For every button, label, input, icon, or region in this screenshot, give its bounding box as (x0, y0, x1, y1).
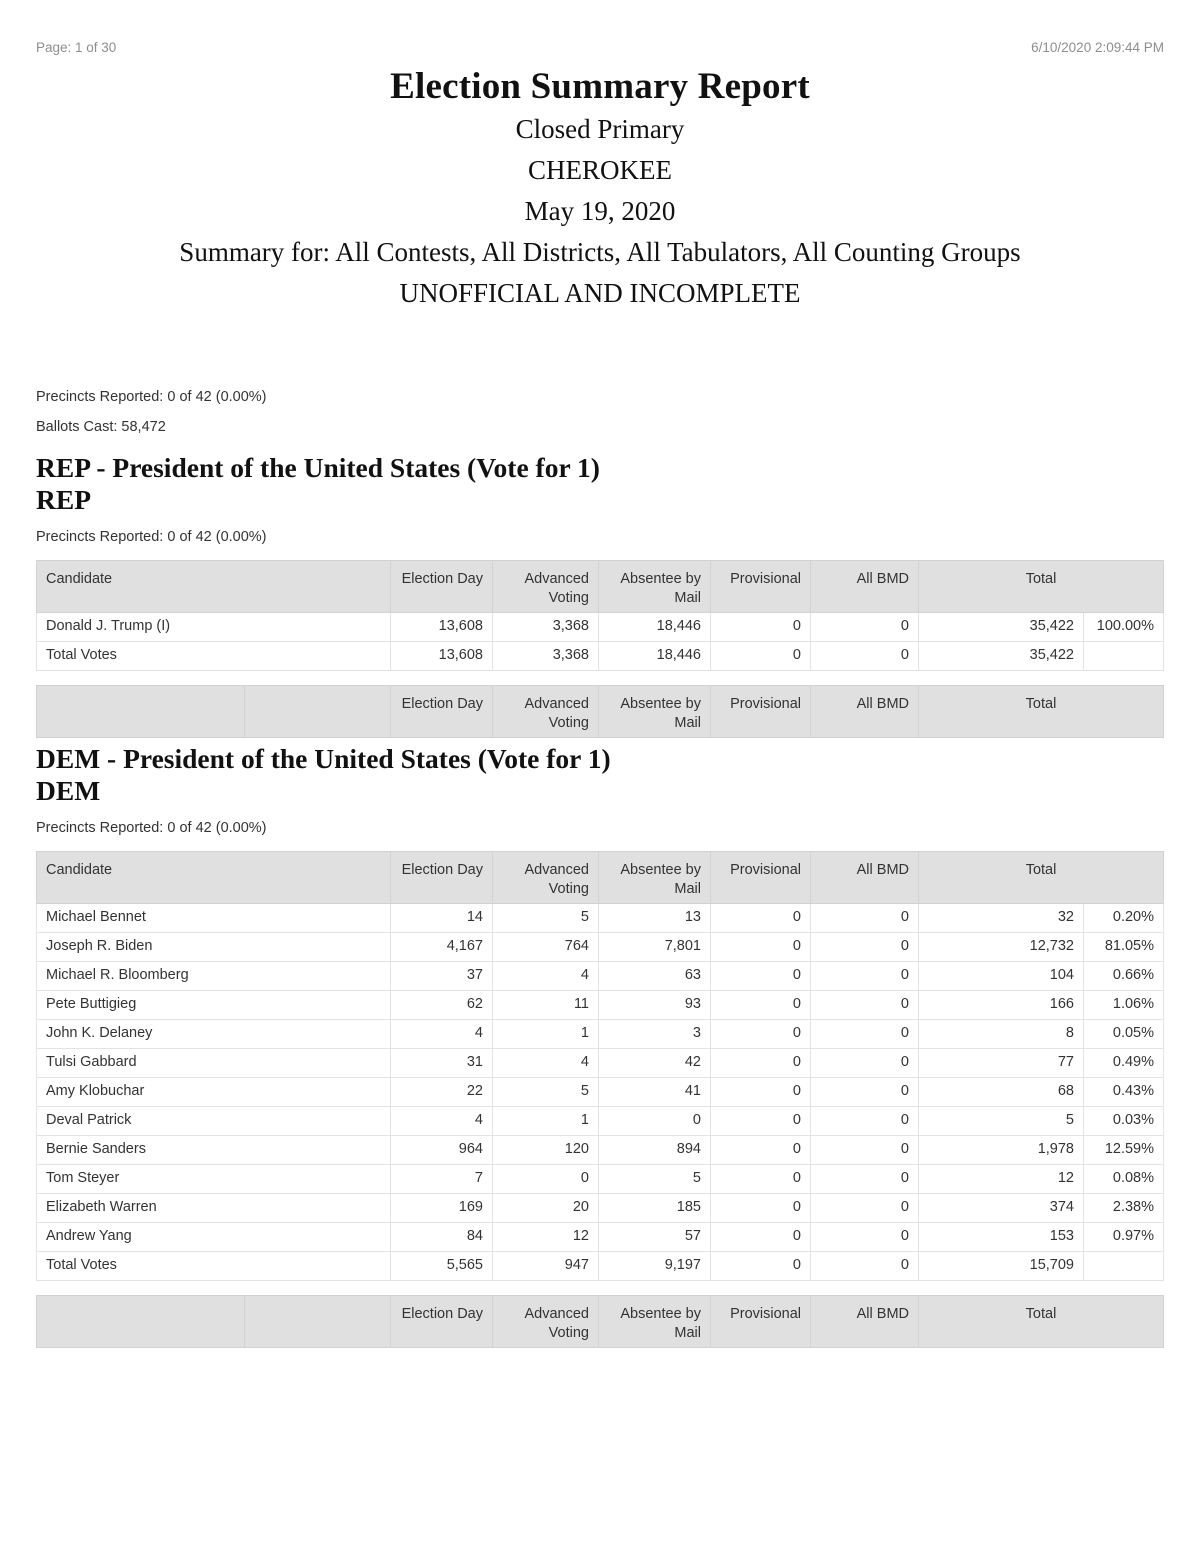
cell-all-bmd: 0 (811, 961, 919, 990)
cell-absentee-by-mail: 0 (599, 1106, 711, 1135)
contest-precincts-reported: Precincts Reported: 0 of 42 (0.00%) (36, 528, 267, 545)
cell-total-percent (1084, 641, 1164, 670)
cell-provisional: 0 (711, 1135, 811, 1164)
cell-total-total: 15,709 (919, 1251, 1084, 1280)
column-header-total: Total (919, 851, 1164, 903)
cell-candidate: Michael Bennet (37, 903, 391, 932)
cell-percent: 1.06% (1084, 990, 1164, 1019)
cell-absentee-by-mail: 42 (599, 1048, 711, 1077)
cell-advanced-voting: 0 (493, 1164, 599, 1193)
cell-advanced-voting: 3,368 (493, 612, 599, 641)
cell-absentee-by-mail: 41 (599, 1077, 711, 1106)
column-header-all-bmd: All BMD (811, 560, 919, 612)
report-header (0, 66, 1200, 314)
footer-header-provisional: Provisional (711, 685, 811, 737)
cell-total-election-day: 13,608 (391, 641, 493, 670)
footer-header-row (37, 1295, 1164, 1347)
cell-all-bmd: 0 (811, 1222, 919, 1251)
cell-total-label: Total Votes (37, 1251, 391, 1280)
footer-blank-cell-b (245, 1295, 391, 1347)
contest-title: DEM - President of the United States (Vote for 1) (36, 743, 611, 774)
column-header-provisional: Provisional (711, 560, 811, 612)
footer-header-advanced-voting: Advanced Voting (493, 685, 599, 737)
table-row (37, 1193, 1164, 1222)
footer-blank-cell-a (37, 1295, 245, 1347)
cell-total: 35,422 (919, 612, 1084, 641)
summary-scope: Summary for: All Contests, All Districts, All Tabulators, All Counting Groups (179, 237, 1021, 267)
column-header-all-bmd: All BMD (811, 851, 919, 903)
cell-provisional: 0 (711, 1077, 811, 1106)
column-header-absentee-by-mail: Absentee by Mail (599, 851, 711, 903)
column-header-election-day: Election Day (391, 560, 493, 612)
cell-absentee-by-mail: 18,446 (599, 612, 711, 641)
cell-absentee-by-mail: 894 (599, 1135, 711, 1164)
table-row (37, 1019, 1164, 1048)
cell-candidate: Andrew Yang (37, 1222, 391, 1251)
jurisdiction-name: CHEROKEE (528, 154, 672, 185)
cell-percent: 0.03% (1084, 1106, 1164, 1135)
cell-provisional: 0 (711, 990, 811, 1019)
table-row-total (37, 1251, 1164, 1280)
cell-all-bmd: 0 (811, 612, 919, 641)
cell-total-provisional: 0 (711, 641, 811, 670)
cell-advanced-voting: 11 (493, 990, 599, 1019)
cell-candidate: Bernie Sanders (37, 1135, 391, 1164)
column-header-advanced-voting: Advanced Voting (493, 560, 599, 612)
election-date: May 19, 2020 (524, 195, 676, 226)
table-row (37, 612, 1164, 641)
cell-advanced-voting: 5 (493, 903, 599, 932)
cell-all-bmd: 0 (811, 1077, 919, 1106)
cell-all-bmd: 0 (811, 1048, 919, 1077)
election-type: Closed Primary (515, 113, 685, 144)
table-row (37, 990, 1164, 1019)
cell-candidate: Michael R. Bloomberg (37, 961, 391, 990)
page-number-label: Page: 1 of 30 (36, 40, 117, 55)
cell-provisional: 0 (711, 961, 811, 990)
cell-percent: 0.49% (1084, 1048, 1164, 1077)
footer-header-absentee-by-mail: Absentee by Mail (599, 685, 711, 737)
column-header-total: Total (919, 560, 1164, 612)
overall-ballots-cast: Ballots Cast: 58,472 (36, 418, 166, 435)
cell-total-percent (1084, 1251, 1164, 1280)
footer-header-all-bmd: All BMD (811, 1295, 919, 1347)
footer-header-total: Total (919, 685, 1164, 737)
cell-total: 77 (919, 1048, 1084, 1077)
footer-header-row (37, 685, 1164, 737)
cell-election-day: 169 (391, 1193, 493, 1222)
column-header-provisional: Provisional (711, 851, 811, 903)
cell-candidate: John K. Delaney (37, 1019, 391, 1048)
results-table-body-rep (37, 612, 1164, 670)
cell-absentee-by-mail: 3 (599, 1019, 711, 1048)
table-row (37, 1135, 1164, 1164)
cell-total: 104 (919, 961, 1084, 990)
cell-total-absentee-by-mail: 9,197 (599, 1251, 711, 1280)
cell-advanced-voting: 4 (493, 961, 599, 990)
results-footer-row-rep (36, 685, 1164, 738)
cell-total-label: Total Votes (37, 641, 391, 670)
footer-blank-cell-a (37, 685, 245, 737)
cell-percent: 0.43% (1084, 1077, 1164, 1106)
cell-absentee-by-mail: 5 (599, 1164, 711, 1193)
footer-header-advanced-voting: Advanced Voting (493, 1295, 599, 1347)
cell-election-day: 4 (391, 1106, 493, 1135)
cell-election-day: 84 (391, 1222, 493, 1251)
cell-absentee-by-mail: 63 (599, 961, 711, 990)
cell-total: 1,978 (919, 1135, 1084, 1164)
table-row (37, 1048, 1164, 1077)
column-header-candidate: Candidate (37, 851, 391, 903)
cell-percent: 0.20% (1084, 903, 1164, 932)
cell-all-bmd: 0 (811, 903, 919, 932)
cell-total: 12 (919, 1164, 1084, 1193)
cell-election-day: 4,167 (391, 932, 493, 961)
cell-advanced-voting: 20 (493, 1193, 599, 1222)
table-row (37, 932, 1164, 961)
results-footer-row-dem (36, 1295, 1164, 1348)
table-row (37, 961, 1164, 990)
contest-party-label: DEM (36, 774, 101, 806)
cell-percent: 0.05% (1084, 1019, 1164, 1048)
cell-percent: 2.38% (1084, 1193, 1164, 1222)
cell-all-bmd: 0 (811, 1135, 919, 1164)
cell-all-bmd: 0 (811, 1164, 919, 1193)
overall-summary-stats (36, 390, 267, 449)
cell-total-election-day: 5,565 (391, 1251, 493, 1280)
cell-total-total: 35,422 (919, 641, 1084, 670)
footer-header-election-day: Election Day (391, 685, 493, 737)
cell-percent: 0.97% (1084, 1222, 1164, 1251)
cell-advanced-voting: 1 (493, 1019, 599, 1048)
table-header-row (37, 560, 1164, 612)
cell-total: 32 (919, 903, 1084, 932)
cell-candidate: Amy Klobuchar (37, 1077, 391, 1106)
cell-candidate: Deval Patrick (37, 1106, 391, 1135)
cell-election-day: 31 (391, 1048, 493, 1077)
table-row (37, 1222, 1164, 1251)
page-title: Election Summary Report (390, 66, 810, 107)
cell-provisional: 0 (711, 1019, 811, 1048)
cell-provisional: 0 (711, 1106, 811, 1135)
cell-percent: 0.08% (1084, 1164, 1164, 1193)
cell-provisional: 0 (711, 1222, 811, 1251)
cell-advanced-voting: 12 (493, 1222, 599, 1251)
cell-absentee-by-mail: 57 (599, 1222, 711, 1251)
cell-advanced-voting: 5 (493, 1077, 599, 1106)
cell-absentee-by-mail: 185 (599, 1193, 711, 1222)
footer-header-election-day: Election Day (391, 1295, 493, 1347)
cell-provisional: 0 (711, 1048, 811, 1077)
footer-header-total: Total (919, 1295, 1164, 1347)
cell-percent: 81.05% (1084, 932, 1164, 961)
cell-all-bmd: 0 (811, 990, 919, 1019)
cell-election-day: 4 (391, 1019, 493, 1048)
cell-election-day: 7 (391, 1164, 493, 1193)
cell-absentee-by-mail: 7,801 (599, 932, 711, 961)
cell-candidate: Elizabeth Warren (37, 1193, 391, 1222)
cell-advanced-voting: 4 (493, 1048, 599, 1077)
footer-header-all-bmd: All BMD (811, 685, 919, 737)
cell-total: 166 (919, 990, 1084, 1019)
cell-all-bmd: 0 (811, 1193, 919, 1222)
page-meta-bar (0, 40, 1200, 60)
cell-all-bmd: 0 (811, 1106, 919, 1135)
contest-title: REP - President of the United States (Vote for 1) (36, 452, 600, 483)
cell-election-day: 964 (391, 1135, 493, 1164)
table-row-total (37, 641, 1164, 670)
cell-provisional: 0 (711, 932, 811, 961)
cell-total: 153 (919, 1222, 1084, 1251)
contest-section-rep (0, 452, 1200, 738)
cell-election-day: 37 (391, 961, 493, 990)
cell-provisional: 0 (711, 1164, 811, 1193)
cell-absentee-by-mail: 13 (599, 903, 711, 932)
report-status: UNOFFICIAL AND INCOMPLETE (399, 278, 801, 309)
cell-all-bmd: 0 (811, 932, 919, 961)
cell-total: 68 (919, 1077, 1084, 1106)
column-header-candidate: Candidate (37, 560, 391, 612)
cell-election-day: 13,608 (391, 612, 493, 641)
footer-blank-cell-b (245, 685, 391, 737)
cell-election-day: 62 (391, 990, 493, 1019)
footer-header-absentee-by-mail: Absentee by Mail (599, 1295, 711, 1347)
column-header-advanced-voting: Advanced Voting (493, 851, 599, 903)
cell-advanced-voting: 120 (493, 1135, 599, 1164)
cell-total: 8 (919, 1019, 1084, 1048)
results-table-rep (36, 560, 1164, 671)
cell-candidate: Tulsi Gabbard (37, 1048, 391, 1077)
table-row (37, 1077, 1164, 1106)
cell-election-day: 14 (391, 903, 493, 932)
cell-percent: 100.00% (1084, 612, 1164, 641)
cell-total-provisional: 0 (711, 1251, 811, 1280)
cell-provisional: 0 (711, 903, 811, 932)
cell-candidate: Joseph R. Biden (37, 932, 391, 961)
cell-total: 5 (919, 1106, 1084, 1135)
cell-advanced-voting: 1 (493, 1106, 599, 1135)
table-header-row (37, 851, 1164, 903)
column-header-election-day: Election Day (391, 851, 493, 903)
contest-precincts-reported: Precincts Reported: 0 of 42 (0.00%) (36, 819, 267, 836)
results-table-body-dem (37, 903, 1164, 1280)
cell-total-all-bmd: 0 (811, 1251, 919, 1280)
table-row (37, 1106, 1164, 1135)
contest-section-dem (0, 743, 1200, 1348)
report-timestamp: 6/10/2020 2:09:44 PM (1031, 40, 1164, 55)
cell-absentee-by-mail: 93 (599, 990, 711, 1019)
overall-precincts-reported: Precincts Reported: 0 of 42 (0.00%) (36, 389, 267, 405)
cell-total: 12,732 (919, 932, 1084, 961)
cell-provisional: 0 (711, 1193, 811, 1222)
table-row (37, 1164, 1164, 1193)
cell-total-all-bmd: 0 (811, 641, 919, 670)
cell-all-bmd: 0 (811, 1019, 919, 1048)
cell-total-absentee-by-mail: 18,446 (599, 641, 711, 670)
cell-candidate: Pete Buttigieg (37, 990, 391, 1019)
cell-total-advanced-voting: 947 (493, 1251, 599, 1280)
cell-percent: 0.66% (1084, 961, 1164, 990)
footer-header-provisional: Provisional (711, 1295, 811, 1347)
cell-provisional: 0 (711, 612, 811, 641)
table-row (37, 903, 1164, 932)
cell-election-day: 22 (391, 1077, 493, 1106)
column-header-absentee-by-mail: Absentee by Mail (599, 560, 711, 612)
cell-candidate: Tom Steyer (37, 1164, 391, 1193)
cell-candidate: Donald J. Trump (I) (37, 612, 391, 641)
results-table-dem (36, 851, 1164, 1281)
cell-advanced-voting: 764 (493, 932, 599, 961)
cell-percent: 12.59% (1084, 1135, 1164, 1164)
cell-total: 374 (919, 1193, 1084, 1222)
contest-party-label: REP (36, 483, 91, 515)
cell-total-advanced-voting: 3,368 (493, 641, 599, 670)
